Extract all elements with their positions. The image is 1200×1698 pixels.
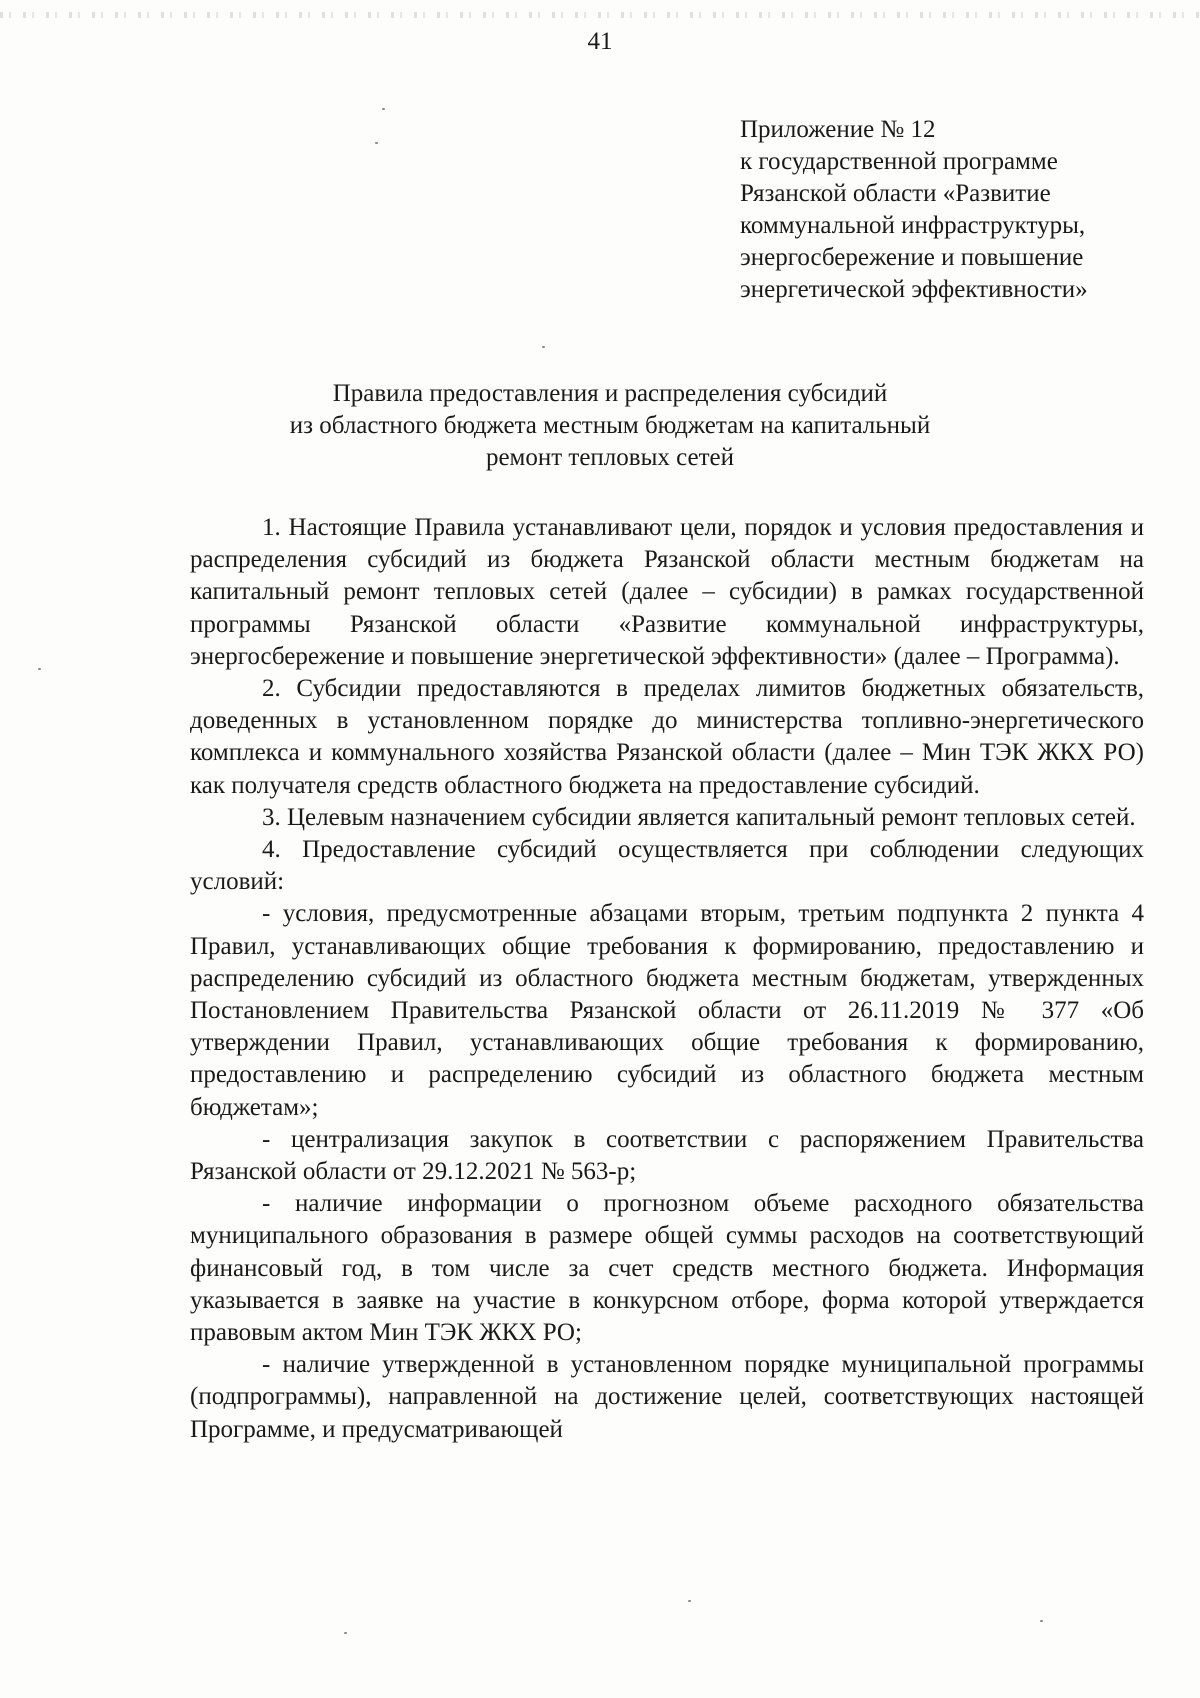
annex-header: [740, 114, 1180, 306]
page-number: 41: [587, 28, 613, 55]
annex-line: энергетической эффективности»: [740, 276, 1088, 303]
paragraph: 4. Предоставление субсидий осуществляется при соблюдении следующих условий:: [190, 836, 1144, 896]
scan-edge-artifact: [0, 12, 1200, 18]
annex-line: коммунальной инфраструктуры,: [740, 212, 1086, 239]
paragraph: 2. Субсидии предоставляются в пределах лимитов бюджетных обязательств, доведенных в установленном порядке до министерства топливно-энергетического комплекса и коммунального хозяйства Рязанской области (далее – Мин ТЭК ЖКХ РО) как получателя средств областного бюджета на предоставление субсидий.: [190, 675, 1144, 799]
annex-line: Рязанской области «Развитие: [740, 180, 1051, 207]
title-line: ремонт тепловых сетей: [485, 444, 735, 471]
document-body: [190, 512, 1144, 1446]
scan-speck: [542, 346, 545, 348]
paragraph: - централизация закупок в соответствии с распоряжением Правительства Рязанской области от 29.12.2021 № 563-р;: [190, 1125, 1144, 1186]
paragraph: - условия, предусмотренные абзацами вторым, третьим подпункта 2 пункта 4 Правил, устанавливающих общие требования к формированию, предоставлению и распределению субсидий из областного бюджета местным бюджетам, утвержденных Постановлением Правительства Рязанской области от 26.11.2019 № 377 «Об утверждении Правил, устанавливающих общие требования к формированию, предоставлению и распределению субсидий из областного бюджета местным бюджетам»;: [190, 900, 1144, 1121]
paragraph: - наличие информации о прогнозном объеме расходного обязательства муниципального образования в размере общей суммы расходов на соответствующий финансовый год, в том числе за счет средств местного бюджета. Информация указывается в заявке на участие в конкурсном отборе, форма которой утверждается правовым актом Мин ТЭК ЖКХ РО;: [190, 1190, 1144, 1347]
paragraph: 3. Целевым назначением субсидии является капитальный ремонт тепловых сетей.: [262, 803, 1136, 831]
title-line: Правила предоставления и распределения субсидий: [332, 380, 888, 407]
scan-speck: [375, 142, 378, 144]
scan-speck: [344, 1632, 347, 1634]
scan-speck: [688, 1600, 691, 1602]
document-title: [170, 378, 1050, 474]
title-line: из областного бюджета местным бюджетам на капитальный: [289, 412, 931, 439]
scan-speck: [382, 108, 385, 110]
paragraph: - наличие утвержденной в установленном порядке муниципальной программы (подпрограммы), направленной на достижение целей, соответствующих настоящей Программе, и предусматривающей: [190, 1351, 1144, 1443]
scan-speck: [38, 668, 41, 670]
annex-line: к государственной программе: [740, 148, 1058, 175]
annex-line: энергосбережение и повышение: [740, 244, 1084, 271]
paragraph: 1. Настоящие Правила устанавливают цели, порядок и условия предоставления и распределения субсидий из бюджета Рязанской области местным бюджетам на капитальный ремонт тепловых сетей (далее – субсидии) в рамках государственной программы Рязанской области «Развитие коммунальной инфраструктуры, энергосбережение и повышение энергетической эффективности» (далее – Программа).: [190, 514, 1144, 670]
scan-speck: [1040, 1620, 1043, 1622]
annex-line: Приложение № 12: [740, 116, 936, 143]
